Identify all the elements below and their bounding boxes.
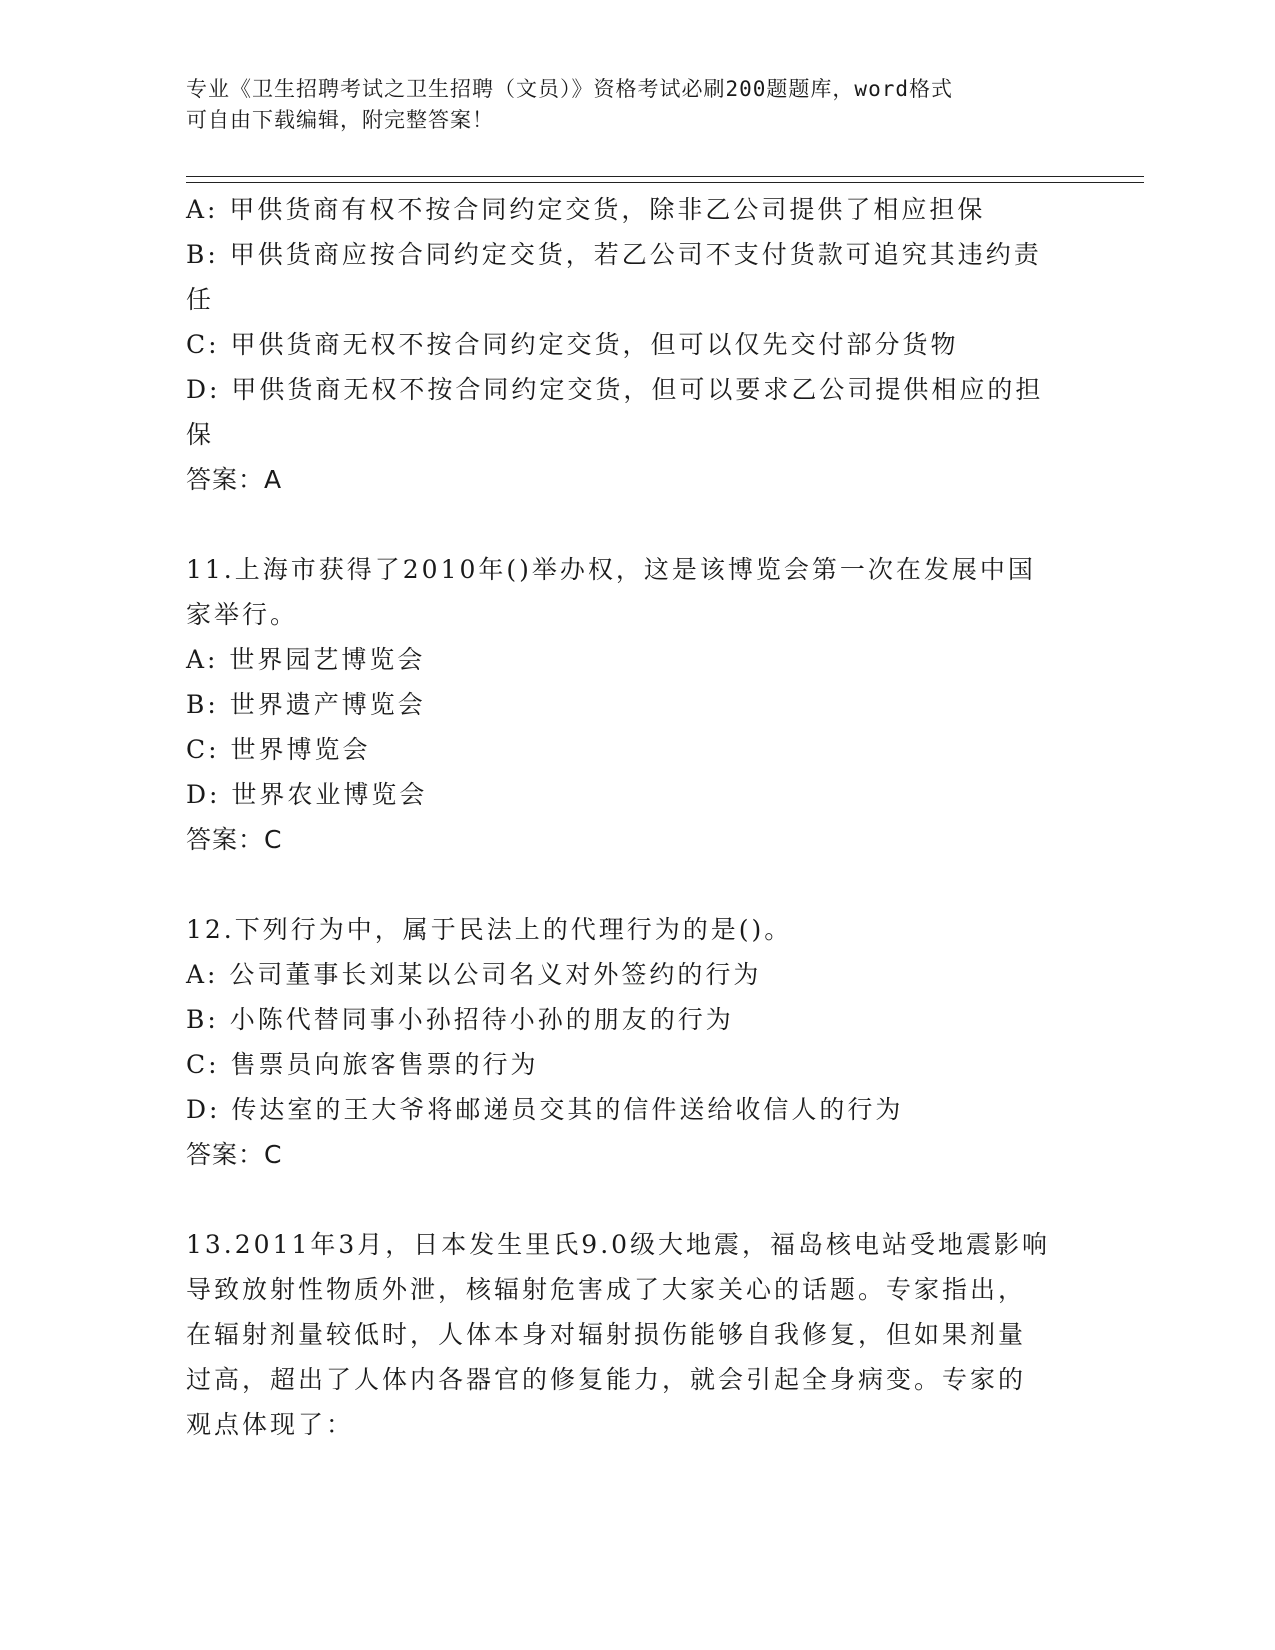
option-a: A: 世界园艺博览会: [186, 645, 426, 674]
question-stem-continued: 家举行。: [186, 600, 299, 629]
option-b: B: 世界遗产博览会: [186, 690, 426, 719]
spacer: [186, 862, 1086, 907]
option-c: C: 世界博览会: [186, 735, 371, 764]
header-divider-top: [186, 176, 1144, 177]
option-c: C: 甲供货商无权不按合同约定交货，但可以仅先交付部分货物: [186, 330, 959, 359]
question-11: [186, 547, 1086, 862]
question-10: [186, 187, 1086, 502]
question-stem-continued: 过高，超出了人体内各器官的修复能力，就会引起全身病变。专家的: [186, 1365, 1027, 1394]
option-d: D: 甲供货商无权不按合同约定交货，但可以要求乙公司提供相应的担: [186, 375, 1044, 404]
spacer: [186, 502, 1086, 547]
option-d: D: 世界农业博览会: [186, 780, 428, 809]
header-line-2: 可自由下载编辑，附完整答案！: [186, 108, 494, 132]
document-header: [186, 74, 1086, 136]
option-b-continued: 任: [186, 285, 215, 314]
option-d: D: 传达室的王大爷将邮递员交其的信件送给收信人的行为: [186, 1095, 904, 1124]
question-stem: 11.上海市获得了2010年()举办权，这是该博览会第一次在发展中国: [186, 555, 1036, 584]
option-a: A: 公司董事长刘某以公司名义对外签约的行为: [186, 960, 762, 989]
question-12: [186, 907, 1086, 1177]
question-stem: 12.下列行为中，属于民法上的代理行为的是()。: [186, 915, 793, 944]
question-13: [186, 1222, 1086, 1447]
answer: 答案：C: [186, 825, 283, 854]
answer: 答案：A: [186, 465, 283, 494]
header-divider-bottom: [186, 182, 1144, 183]
question-stem: 13.2011年3月，日本发生里氏9.0级大地震，福岛核电站受地震影响: [186, 1230, 1051, 1259]
document-body: [186, 187, 1086, 1447]
header-line-1: 专业《卫生招聘考试之卫生招聘（文员）》资格考试必刷200题题库，word格式: [186, 77, 953, 101]
option-c: C: 售票员向旅客售票的行为: [186, 1050, 539, 1079]
question-stem-continued: 在辐射剂量较低时，人体本身对辐射损伤能够自我修复，但如果剂量: [186, 1320, 1027, 1349]
spacer: [186, 1177, 1086, 1222]
option-d-continued: 保: [186, 420, 215, 449]
question-stem-continued: 导致放射性物质外泄，核辐射危害成了大家关心的话题。专家指出，: [186, 1275, 1027, 1304]
answer: 答案：C: [186, 1140, 283, 1169]
option-b: B: 甲供货商应按合同约定交货，若乙公司不支付货款可追究其违约责: [186, 240, 1042, 269]
question-stem-continued: 观点体现了：: [186, 1410, 355, 1439]
option-a: A: 甲供货商有权不按合同约定交货，除非乙公司提供了相应担保: [186, 195, 986, 224]
option-b: B: 小陈代替同事小孙招待小孙的朋友的行为: [186, 1005, 734, 1034]
